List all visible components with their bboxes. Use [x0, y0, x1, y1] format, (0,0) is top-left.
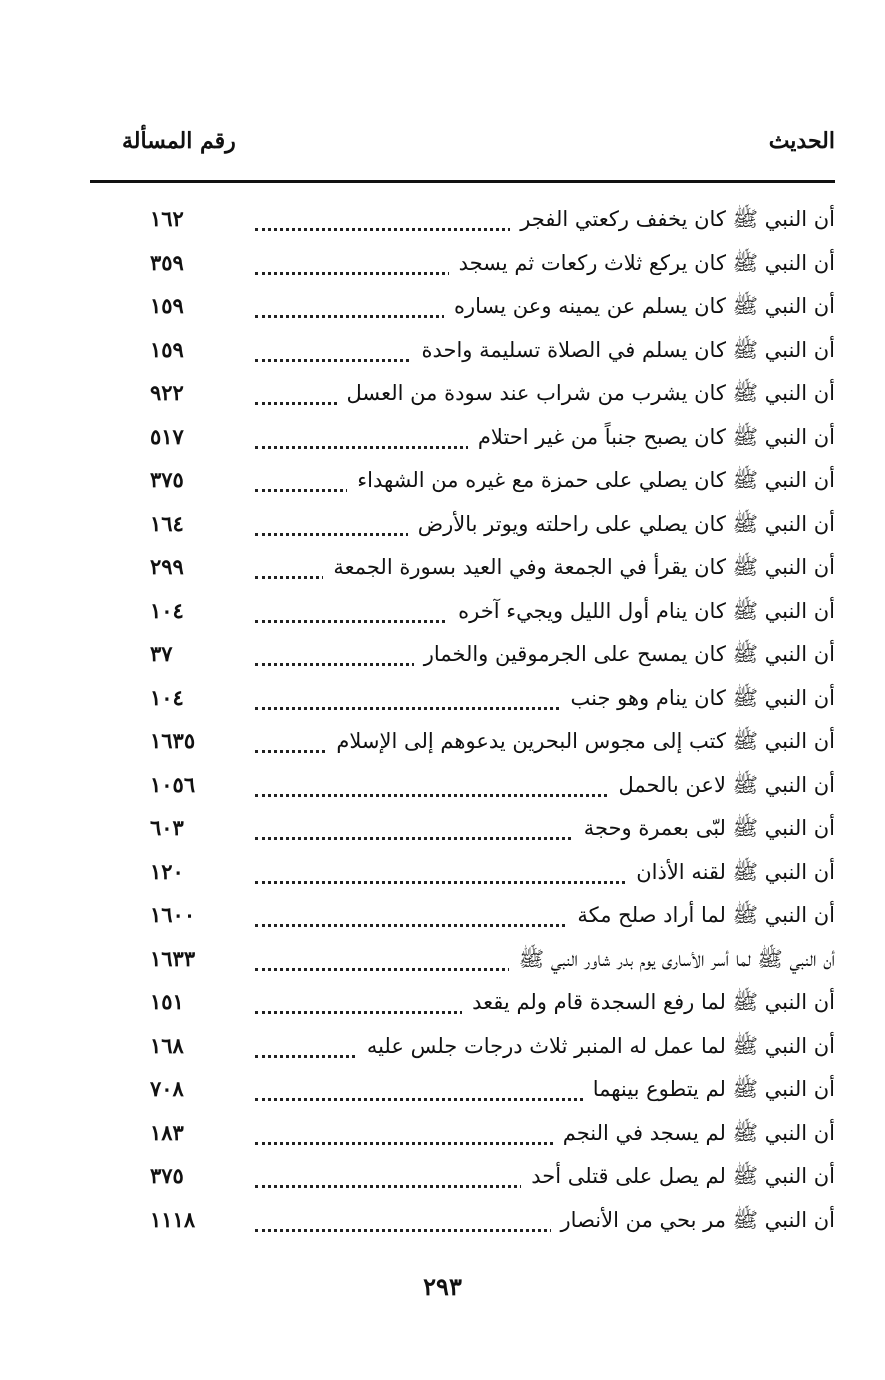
hadith-text: أن النبي ﷺ كتب إلى مجوس البحرين يدعوهم إلى الإسلام	[326, 728, 835, 759]
hadith-text: أن النبي ﷺ كان يمسح على الجرموقين والخمار	[414, 641, 835, 672]
list-item	[90, 1201, 835, 1245]
hadith-text: أن النبي ﷺ لما عمل له المنبر ثلاث درجات جلس عليه	[357, 1033, 835, 1064]
table-header	[90, 128, 835, 168]
hadith-text: أن النبي ﷺ مر بحي من الأنصار	[551, 1207, 835, 1238]
issue-number: ١٥١	[150, 989, 184, 1014]
issue-number-column-heading: رقم المسألة	[122, 128, 236, 154]
list-item	[90, 766, 835, 810]
list-item	[90, 722, 835, 766]
list-item	[90, 1114, 835, 1158]
issue-number: ٩٢٢	[150, 380, 184, 405]
hadith-text: أن النبي ﷺ كان يصبح جنباً من غير احتلام	[468, 424, 835, 455]
issue-number: ٥١٧	[150, 423, 184, 449]
hadith-text: أن النبي ﷺ لم يسجد في النجم	[553, 1120, 835, 1151]
hadith-column-heading: الحديث	[768, 128, 835, 154]
list-item	[90, 679, 835, 723]
hadith-text: أن النبي ﷺ لبّى بعمرة وحجة	[574, 815, 835, 846]
hadith-text: أن النبي ﷺ كان ينام أول الليل ويجيء آخره	[448, 598, 835, 629]
list-item	[90, 635, 835, 679]
issue-number: ١٥٩	[150, 336, 184, 362]
issue-number: ١٥٩	[150, 293, 184, 318]
hadith-text: أن النبي ﷺ لم يصل على قتلى أحد	[521, 1163, 835, 1194]
header-divider	[90, 180, 835, 183]
issue-number: ١٨٣	[150, 1119, 184, 1145]
hadith-text: أن النبي ﷺ كان يسلم عن يمينه وعن يساره	[444, 293, 835, 324]
issue-number: ١٠٤	[150, 684, 184, 710]
list-item	[90, 1070, 835, 1114]
hadith-text: أن النبي ﷺ كان يركع ثلاث ركعات ثم يسجد	[449, 250, 835, 281]
list-item	[90, 200, 835, 244]
issue-number: ٣٧٥	[150, 1163, 184, 1188]
list-item	[90, 505, 835, 549]
issue-number: ١٦٣٣	[150, 945, 196, 971]
issue-number: ٣٥٩	[150, 249, 184, 275]
issue-number: ٢٩٩	[150, 554, 184, 579]
list-item	[90, 592, 835, 636]
list-item	[90, 331, 835, 375]
list-item	[90, 853, 835, 897]
list-item	[90, 896, 835, 940]
list-item	[90, 461, 835, 505]
hadith-text: أن النبي ﷺ لم يتطوع بينهما	[583, 1076, 835, 1107]
hadith-text: أن النبي ﷺ كان يصلي على راحلته ويوتر بالأرض	[408, 511, 835, 542]
issue-number: ٧٠٨	[150, 1076, 184, 1101]
issue-number: ١٠٤	[150, 597, 184, 623]
issue-number: ٣٧٥	[150, 467, 184, 492]
list-item	[90, 418, 835, 462]
list-item	[90, 374, 835, 418]
issue-number: ٣٧	[150, 641, 173, 666]
list-item	[90, 983, 835, 1027]
issue-number: ١١١٨	[150, 1206, 196, 1232]
hadith-text: أن النبي ﷺ لقنه الأذان	[626, 859, 835, 890]
issue-number: ١٠٥٦	[150, 771, 196, 797]
hadith-text: أن النبي ﷺ كان يصلي على حمزة مع غيره من الشهداء	[347, 467, 835, 498]
list-item	[90, 548, 835, 592]
hadith-text: أن النبي ﷺ كان يشرب من شراب عند سودة من العسل	[337, 380, 836, 411]
hadith-text: أن النبي ﷺ كان يسلم في الصلاة تسليمة واحدة	[411, 337, 835, 368]
issue-number: ١٢٠	[150, 858, 184, 884]
hadith-text: أن النبي ﷺ لاعن بالحمل	[609, 772, 835, 803]
hadith-text: أن النبي ﷺ لما أراد صلح مكة	[567, 902, 835, 933]
issue-number: ١٦٤	[150, 510, 184, 536]
hadith-text: أن النبي ﷺ لما رفع السجدة قام ولم يقعد	[462, 989, 835, 1020]
list-item	[90, 1027, 835, 1071]
list-item	[90, 809, 835, 853]
hadith-text: أن النبي ﷺ كان ينام وهو جنب	[561, 685, 836, 716]
hadith-text: أن النبي ﷺ كان يخفف ركعتي الفجر	[510, 206, 835, 237]
list-item	[90, 244, 835, 288]
hadith-text: أن النبي ﷺ كان يقرأ في الجمعة وفي العيد بسورة الجمعة	[323, 554, 835, 585]
hadith-text: أن النبي ﷺ لما أسر الأسارى يوم بدر شاور النبي ﷺ	[509, 946, 835, 977]
issue-number: ١٦٢	[150, 206, 184, 231]
list-item	[90, 287, 835, 331]
list-item	[90, 1157, 835, 1201]
hadith-index-list	[90, 200, 835, 1244]
page-number: ٢٩٣	[423, 1272, 462, 1301]
list-item	[90, 940, 835, 984]
issue-number: ١٦٨	[150, 1032, 184, 1058]
issue-number: ٦٠٣	[150, 815, 184, 840]
issue-number: ١٦٠٠	[150, 902, 196, 927]
issue-number: ١٦٣٥	[150, 728, 196, 753]
